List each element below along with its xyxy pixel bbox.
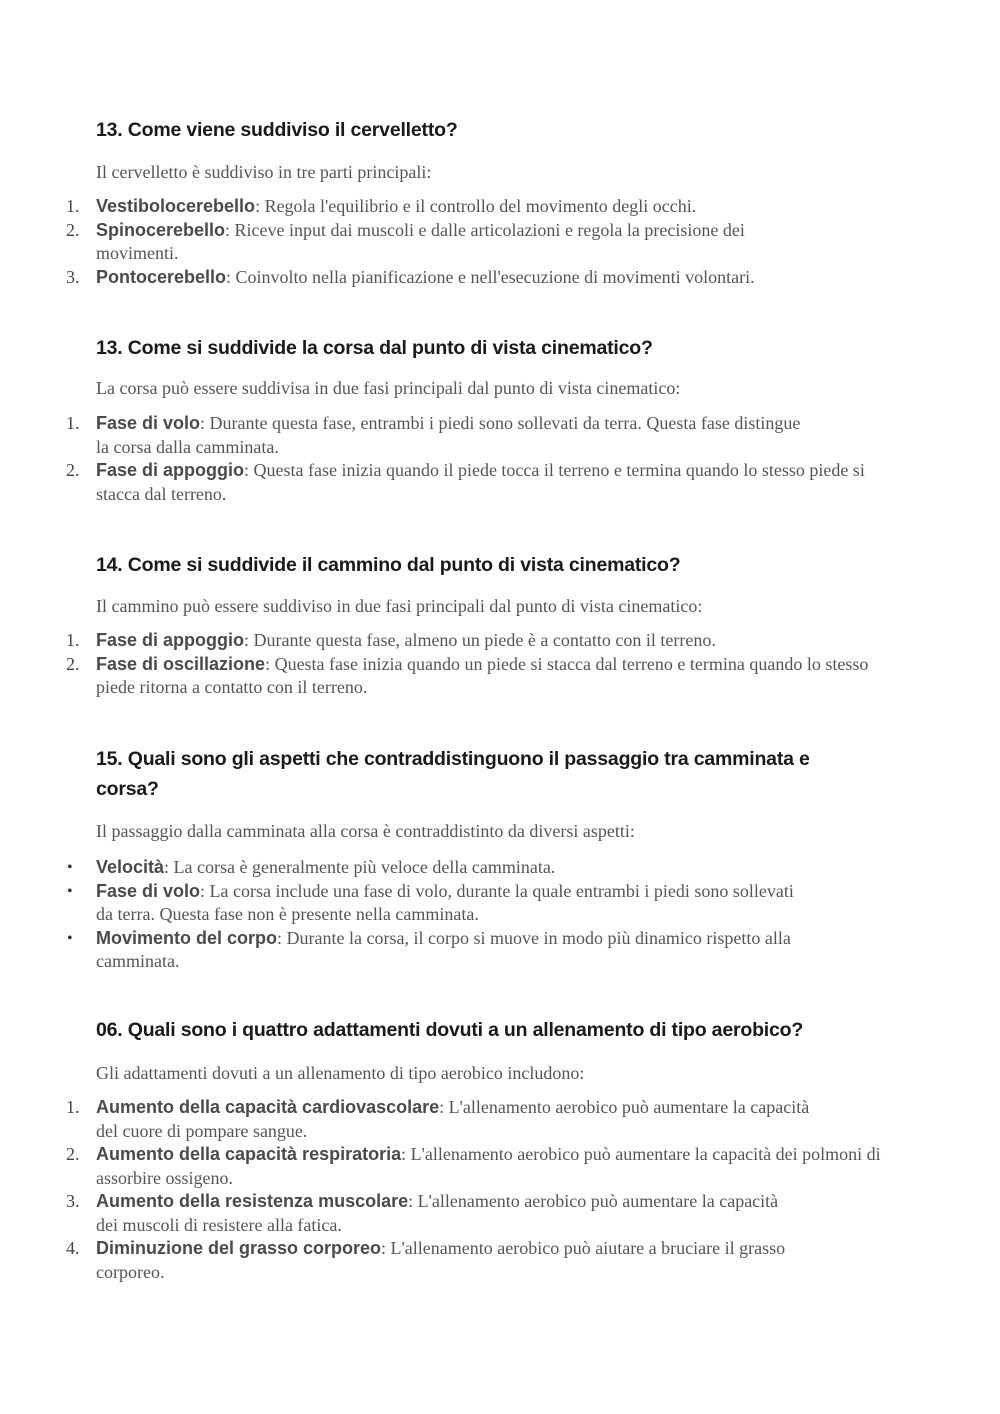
- list-item: [0, 927, 841, 974]
- list-item-text: : L'allenamento aerobico può aiutare a bruciare il grasso corporeo.: [96, 1238, 786, 1282]
- list-item-term: Fase di volo: [96, 413, 201, 433]
- section-intro: La corsa può essere suddivisa in due fasi principali dal punto di vista cinematico:: [96, 378, 681, 398]
- section-heading: 15. Quali sono gli aspetti che contraddistinguono il passaggio tra camminata e corsa?: [96, 748, 810, 800]
- list-marker: 1.: [66, 630, 80, 650]
- bullet-marker: •: [67, 929, 73, 947]
- list-marker: 4.: [66, 1238, 80, 1258]
- section-heading: 06. Quali sono i quattro adattamenti dovuti a un allenamento di tipo aerobico?: [96, 1019, 804, 1041]
- list-item: [0, 1237, 816, 1284]
- list-marker: 3.: [66, 266, 80, 287]
- list-item: [0, 219, 816, 266]
- bulleted-list: [0, 856, 1000, 974]
- section-intro: Il cammino può essere suddiviso in due fasi principali dal punto di vista cinematico:: [96, 596, 703, 616]
- list-item: [0, 629, 886, 653]
- list-item-text: : Durante la corsa, il corpo si muove in modo più dinamico rispetto alla camminata.: [96, 927, 791, 971]
- list-item-term: Fase di volo: [96, 880, 201, 901]
- list-marker: 1.: [66, 1097, 80, 1117]
- list-item-text: : L'allenamento aerobico può aumentare la capacità dei polmoni di assorbire ossigeno.: [96, 1144, 881, 1188]
- bullet-marker: •: [67, 882, 73, 900]
- list-item-term: Movimento del corpo: [96, 927, 278, 948]
- section-heading: 14. Come si suddivide il cammino dal punto di vista cinematico?: [96, 554, 681, 576]
- list-item: [0, 459, 886, 506]
- numbered-list: [0, 1096, 1000, 1284]
- list-item: [0, 195, 816, 219]
- list-item-term: Diminuzione del grasso corporeo: [96, 1238, 382, 1258]
- list-item-term: Fase di appoggio: [96, 630, 245, 650]
- numbered-list: [0, 195, 1000, 289]
- list-item-term: Aumento della capacità cardiovascolare: [96, 1097, 440, 1117]
- list-item-text: : Regola l'equilibrio e il controllo del movimento degli occhi.: [255, 196, 697, 216]
- list-marker: 1.: [66, 413, 80, 433]
- list-item-text: : L'allenamento aerobico può aumentare la capacità del cuore di pompare sangue.: [96, 1097, 810, 1141]
- list-item: [0, 1143, 886, 1190]
- list-item: [0, 880, 806, 927]
- list-item-text: : L'allenamento aerobico può aumentare la capacità dei muscoli di resistere alla fatica.: [96, 1191, 779, 1235]
- list-item-term: Vestibolocerebello: [96, 196, 256, 216]
- list-item-text: : La corsa include una fase di volo, durante la quale entrambi i piedi sono sollevati da terra. Questa fase non è presente nella camminata.: [96, 880, 794, 924]
- list-item-term: Fase di appoggio: [96, 460, 245, 480]
- list-item-text: : Durante questa fase, entrambi i piedi sono sollevati da terra. Questa fase distingue la corsa dalla camminata.: [96, 413, 801, 457]
- list-marker: 3.: [66, 1191, 80, 1211]
- list-item: [0, 266, 856, 290]
- list-item: [0, 412, 808, 459]
- list-marker: 2.: [66, 219, 80, 240]
- list-item: [0, 653, 886, 700]
- numbered-list: [0, 412, 1000, 506]
- list-item-text: : Questa fase inizia quando un piede si stacca dal terreno e termina quando lo stesso piede ritorna a contatto con il terreno.: [96, 653, 869, 697]
- section-intro: Gli adattamenti dovuti a un allenamento di tipo aerobico includono:: [96, 1063, 585, 1083]
- list-item-text: : Riceve input dai muscoli e dalle articolazioni e regola la precisione dei movimenti.: [96, 219, 745, 263]
- list-item: [0, 1096, 826, 1143]
- list-marker: 2.: [66, 1144, 80, 1164]
- numbered-list: [0, 629, 1000, 700]
- section-heading: 13. Come viene suddiviso il cervelletto?: [96, 119, 458, 141]
- list-item-text: : Durante questa fase, almeno un piede è a contatto con il terreno.: [244, 630, 716, 650]
- list-item: [0, 856, 816, 880]
- list-item-term: Pontocerebello: [96, 266, 227, 287]
- list-marker: 1.: [66, 196, 80, 216]
- list-item-term: Velocità: [96, 857, 165, 877]
- list-item-term: Aumento della resistenza muscolare: [96, 1191, 409, 1211]
- section-heading: 13. Come si suddivide la corsa dal punto di vista cinematico?: [96, 337, 653, 359]
- list-item-text: : Coinvolto nella pianificazione e nell'esecuzione di movimenti volontari.: [226, 266, 755, 287]
- list-item-text: : Questa fase inizia quando il piede tocca il terreno e termina quando lo stesso piede si stacca dal terreno.: [96, 460, 865, 504]
- bullet-marker: •: [67, 859, 73, 876]
- list-marker: 2.: [66, 460, 80, 480]
- list-item: [0, 1190, 796, 1237]
- list-item-term: Fase di oscillazione: [96, 653, 266, 674]
- section-intro: Il cervelletto è suddiviso in tre parti principali:: [96, 162, 432, 182]
- list-marker: 2.: [66, 653, 80, 674]
- list-item-term: Aumento della capacità respiratoria: [96, 1144, 402, 1164]
- list-item-term: Spinocerebello: [96, 219, 226, 240]
- section-intro: Il passaggio dalla camminata alla corsa è contraddistinto da diversi aspetti:: [96, 821, 635, 841]
- list-item-text: : La corsa è generalmente più veloce della camminata.: [164, 857, 556, 877]
